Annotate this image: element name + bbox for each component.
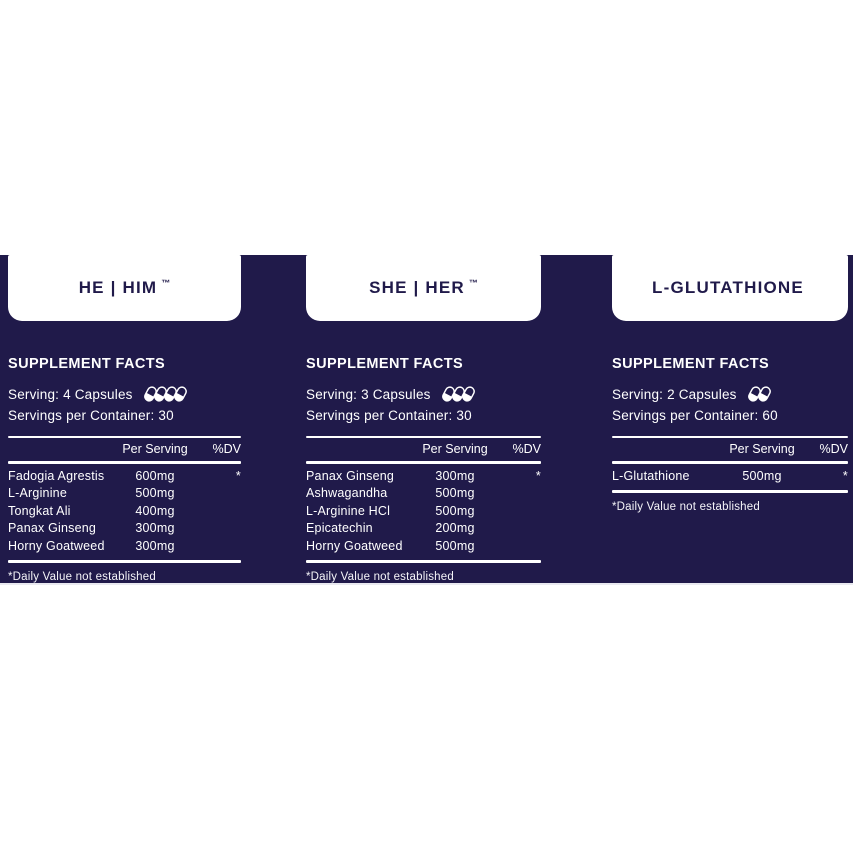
daily-value-footnote: *Daily Value not established [612,500,760,513]
ingredient-amount: 500mg [742,468,782,483]
col-per-serving: Per Serving [122,442,188,457]
ingredient-amount: 500mg [435,538,475,553]
ingredient-amount: 500mg [435,503,475,518]
capsule-pill-icon [462,386,475,402]
servings-per-container: Servings per Container: 60 [612,408,778,423]
ingredient-dv: * [842,468,848,483]
serving-line [8,385,241,403]
ingredient-row [306,467,541,485]
ingredient-row [8,467,241,485]
ingredient-row [306,502,541,520]
ingredient-rows [612,464,848,485]
serving-label: Serving: 4 Capsules [8,386,133,402]
ingredient-row [8,502,241,520]
header-card-she-her [306,255,541,321]
table-header-row [8,438,241,461]
card-title [79,278,171,298]
capsule-pill-icon [758,386,771,402]
servings-per-container: Servings per Container: 30 [306,408,472,423]
ingredient-name: L-Arginine [8,486,67,501]
ingredient-name: L-Glutathione [612,468,690,483]
ingredient-name: Panax Ginseng [306,468,395,483]
ingredient-row [8,484,241,502]
ingredient-dv: * [235,468,241,483]
servings-per-container: Servings per Container: 30 [8,408,174,423]
divider-line [612,490,848,492]
daily-value-footnote: *Daily Value not established [306,570,454,583]
trademark-symbol: ™ [468,278,478,288]
card-title-text: HE | HIM [78,278,158,297]
card-title-text: SHE | HER [369,278,465,297]
ingredient-name: Panax Ginseng [8,521,97,536]
ingredient-row [8,519,241,537]
card-title-text: L-GLUTATHIONE [652,278,804,297]
ingredient-amount: 300mg [135,521,175,536]
ingredient-amount: 300mg [435,468,475,483]
ingredient-rows [306,464,541,555]
col-dv: %DV [512,442,541,457]
ingredient-row [8,537,241,555]
ingredient-amount: 400mg [135,503,175,518]
daily-value-footnote: *Daily Value not established [8,570,156,583]
facts-title: SUPPLEMENT FACTS [8,356,166,372]
serving-label: Serving: 2 Capsules [612,386,737,402]
capsule-icons [442,386,472,402]
ingredient-row [306,537,541,555]
col-dv: %DV [212,442,241,457]
ingredient-row [612,467,848,485]
serving-line [306,385,541,403]
table-header-row [306,438,541,461]
capsule-pill-icon [174,386,187,402]
band-bottom-edge [0,583,853,585]
ingredient-name: Epicatechin [306,521,373,536]
ingredient-name: Fadogia Agrestis [8,468,105,483]
ingredient-amount: 600mg [135,468,175,483]
ingredient-name: Tongkat Ali [8,503,71,518]
ingredient-rows [8,464,241,555]
ingredient-dv: * [535,468,541,483]
card-title [652,278,808,298]
header-card-l-glutathione [612,255,848,321]
trademark-symbol: ™ [161,278,171,288]
ingredient-amount: 500mg [135,486,175,501]
ingredient-amount: 300mg [135,538,175,553]
table-header-row [612,438,848,461]
col-per-serving: Per Serving [729,442,795,457]
supplement-panel-l-glutathione [612,356,848,513]
ingredient-row [306,519,541,537]
header-card-he-him [8,255,241,321]
supplement-panel-he-him [8,356,241,583]
col-dv: %DV [819,442,848,457]
capsule-icons [144,386,184,402]
serving-label: Serving: 3 Capsules [306,386,431,402]
col-per-serving: Per Serving [422,442,488,457]
ingredient-name: Horny Goatweed [8,538,105,553]
card-title [369,278,478,298]
serving-line [612,385,848,403]
capsule-icons [748,386,768,402]
ingredient-name: L-Arginine HCl [306,503,391,518]
facts-title: SUPPLEMENT FACTS [306,356,464,372]
ingredient-amount: 200mg [435,521,475,536]
ingredient-name: Ashwagandha [306,486,388,501]
facts-title: SUPPLEMENT FACTS [612,356,770,372]
divider-line [8,560,241,562]
ingredient-row [306,484,541,502]
ingredient-name: Horny Goatweed [306,538,403,553]
divider-line [306,560,541,562]
supplement-panel-she-her [306,356,541,583]
ingredient-amount: 500mg [435,486,475,501]
